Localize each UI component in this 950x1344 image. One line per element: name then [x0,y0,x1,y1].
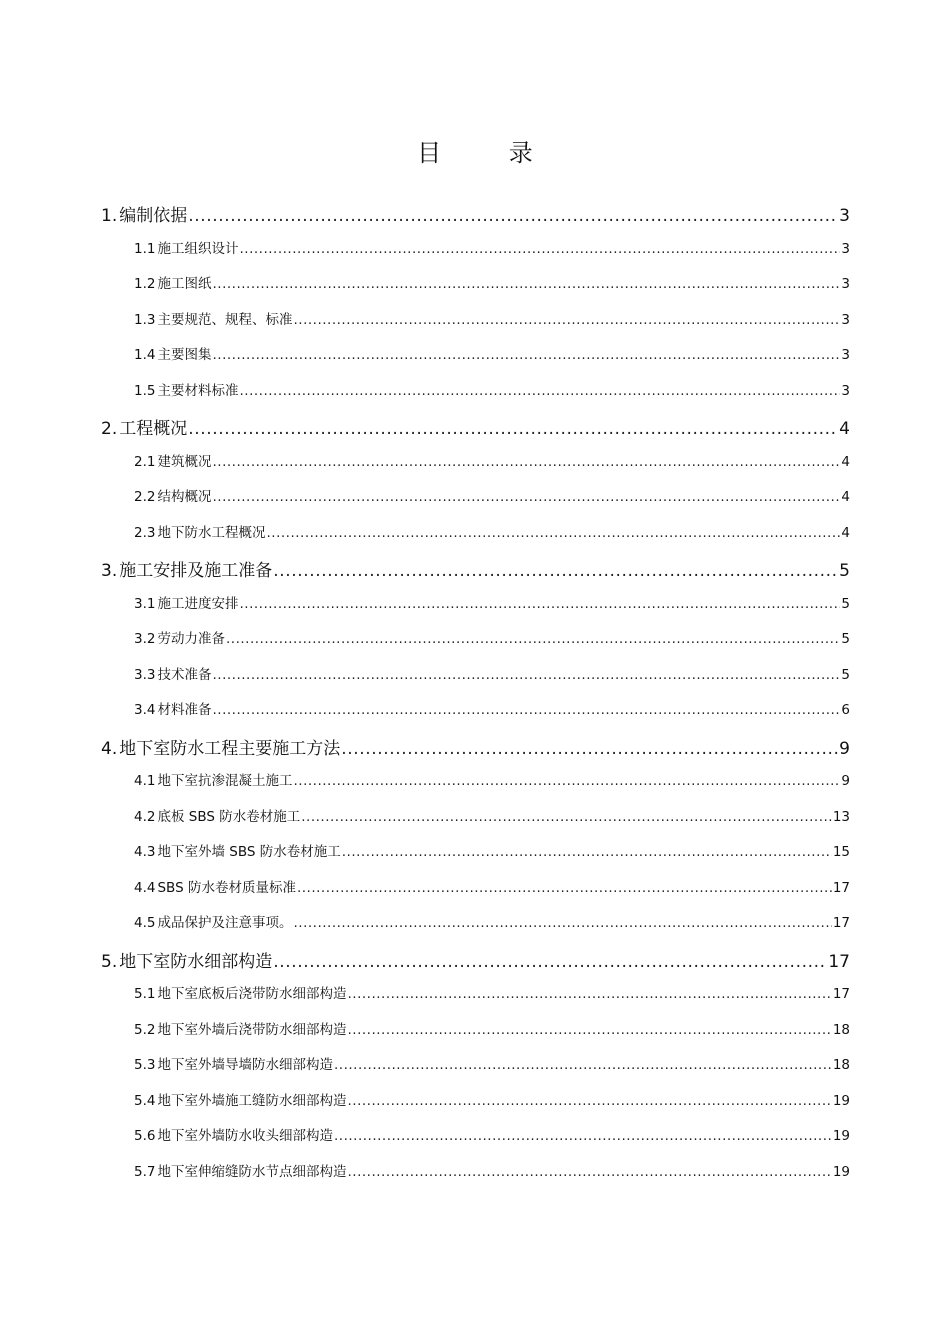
toc-page-number: 3 [841,276,850,292]
toc-entry-number: 4.3 [134,844,156,860]
toc-dot-leader [226,631,840,647]
toc-entry-title: 编制依据 [119,206,188,226]
toc-chapter-entry[interactable] [101,556,850,581]
toc-entry-title: 材料准备 [157,702,212,718]
toc-dot-leader [293,312,840,328]
toc-page-number: 19 [832,1092,850,1109]
toc-dot-leader [347,1022,831,1038]
toc-entry-number: 1. [101,206,118,226]
toc-entry-number: 5.6 [134,1128,156,1144]
page-title: 目 录 [417,139,563,167]
toc-page-number: 3 [839,206,850,226]
toc-page-number: 17 [832,986,850,1002]
toc-entry-number: 5.4 [134,1092,156,1109]
toc-entry-title: 主要图集 [157,347,212,363]
toc-dot-leader [188,206,838,226]
toc-page-number: 4 [841,524,850,541]
toc-page-number: 17 [832,879,850,896]
toc-dot-leader [212,347,840,363]
toc-page-number: 9 [841,773,850,789]
toc-dot-leader [212,702,840,718]
toc-page-number: 6 [841,702,850,718]
toc-dot-leader [212,489,840,505]
toc-dot-leader [347,986,831,1002]
toc-page-number: 18 [832,1021,850,1038]
toc-page-number: 3 [841,382,850,399]
toc-entry-number: 1.4 [134,347,156,363]
toc-entry-number: 5.3 [134,1057,156,1073]
toc-dot-leader [239,241,840,257]
toc-entry-number: 5. [101,951,118,972]
toc-section-entry[interactable] [134,521,850,541]
toc-section-entry[interactable] [134,911,850,931]
toc-entry-number: 2.2 [134,489,156,505]
toc-section-entry[interactable] [134,663,850,683]
toc-dot-leader [347,1164,831,1180]
toc-dot-leader [239,596,840,612]
toc-page-number: 5 [839,561,850,581]
toc-page-number: 9 [839,738,850,759]
toc-entry-title: 地下防水工程概况 [157,524,266,541]
toc-section-entry[interactable] [134,769,850,789]
toc-page-number: 17 [832,915,850,931]
toc-entry-title: 成品保护及注意事项。 [157,915,293,931]
toc-entry-title: 技术准备 [157,666,212,683]
toc-section-entry[interactable] [134,982,850,1002]
toc-entry-title: 地下室底板后浇带防水细部构造 [157,986,347,1002]
toc-entry-title: 地下室外墙施工缝防水细部构造 [157,1092,347,1109]
toc-entry-number: 3.2 [134,631,156,647]
toc-section-entry[interactable] [134,840,850,860]
toc-section-entry[interactable] [134,485,850,505]
toc-entry-title: 地下室外墙防水收头细部构造 [157,1128,333,1144]
toc-entry-number: 4.1 [134,773,156,789]
toc-section-entry[interactable] [134,379,850,399]
toc-section-entry[interactable] [134,1160,850,1180]
toc-dot-leader [273,561,838,581]
toc-page-number: 4 [841,453,850,470]
toc-entry-number: 5.1 [134,986,156,1002]
toc-section-entry[interactable] [134,876,850,896]
toc-section-entry[interactable] [134,308,850,328]
toc-dot-leader [342,844,832,860]
toc-entry-title: 地下室防水细部构造 [119,951,273,972]
toc-dot-leader [212,276,840,292]
toc-dot-leader [341,739,838,759]
toc-entry-title: 施工图纸 [157,276,212,292]
toc-entry-title: 工程概况 [119,419,188,439]
toc-entry-title: SBS 防水卷材质量标准 [157,879,296,896]
toc-dot-leader [239,383,840,399]
toc-section-entry[interactable] [134,592,850,612]
toc-entry-number: 1.5 [134,382,156,399]
toc-dot-leader [273,952,827,972]
toc-section-entry[interactable] [134,1089,850,1109]
toc-dot-leader [266,525,840,541]
toc-entry-number: 4.2 [134,808,156,825]
toc-dot-leader [188,419,838,439]
toc-entry-number: 3.3 [134,666,156,683]
toc-entry-title: 地下室伸缩缝防水节点细部构造 [157,1163,347,1180]
toc-entry-title: 地下室抗渗混凝土施工 [157,773,293,789]
toc-entry-number: 1.2 [134,276,156,292]
toc-entry-title: 施工组织设计 [157,240,239,257]
toc-entry-number: 1.1 [134,240,156,257]
toc-section-entry[interactable] [134,1124,850,1144]
toc-chapter-entry[interactable] [101,734,850,759]
toc-entry-title: 主要规范、规程、标准 [157,311,293,328]
toc-dot-leader [293,773,840,789]
toc-section-entry[interactable] [134,698,850,718]
toc-entry-number: 3. [101,561,118,581]
toc-entry-title: 施工进度安排 [157,595,239,612]
toc-page-number: 19 [832,1128,850,1144]
toc-entry-number: 3.1 [134,595,156,612]
toc-entry-number: 3.4 [134,702,156,718]
toc-section-entry[interactable] [134,272,850,292]
toc-page-number: 4 [841,489,850,505]
toc-chapter-entry[interactable] [101,947,850,972]
toc-dot-leader [297,880,832,896]
toc-entry-title: 结构概况 [157,489,212,505]
toc-section-entry[interactable] [134,343,850,363]
toc-entry-number: 5.2 [134,1021,156,1038]
toc-section-entry[interactable] [134,627,850,647]
toc-entry-title: 地下室防水工程主要施工方法 [119,738,341,759]
toc-entry-number: 4.5 [134,915,156,931]
toc-page-number: 3 [841,240,850,257]
toc-entry-number: 1.3 [134,311,156,328]
toc-dot-leader [301,809,832,825]
toc-entry-number: 5.7 [134,1163,156,1180]
toc-page-number: 13 [832,808,850,825]
toc-dot-leader [334,1128,832,1144]
toc-dot-leader [212,667,840,683]
toc-entry-title: 地下室外墙导墙防水细部构造 [157,1057,333,1073]
toc-chapter-entry[interactable] [101,414,850,439]
toc-page-number: 4 [839,419,850,439]
toc-entry-number: 4.4 [134,879,156,896]
toc-dot-leader [212,454,840,470]
toc-page-number: 15 [832,844,850,860]
toc-entry-number: 2. [101,419,118,439]
toc-section-entry[interactable] [134,237,850,257]
toc-entry-title: 地下室外墙后浇带防水细部构造 [157,1021,347,1038]
toc-section-entry[interactable] [134,1018,850,1038]
toc-entry-number: 4. [101,738,118,759]
toc-entry-title: 建筑概况 [157,453,212,470]
toc-page-number: 3 [841,347,850,363]
toc-dot-leader [334,1057,832,1073]
toc-section-entry[interactable] [134,450,850,470]
toc-dot-leader [293,915,831,931]
toc-section-entry[interactable] [134,805,850,825]
toc-entry-number: 2.1 [134,453,156,470]
toc-page-number: 5 [841,666,850,683]
toc-page-number: 5 [841,631,850,647]
toc-section-entry[interactable] [134,1053,850,1073]
toc-dot-leader [347,1093,831,1109]
toc-chapter-entry[interactable] [101,201,850,226]
toc-entry-title: 主要材料标准 [157,382,239,399]
toc-entry-title: 底板 SBS 防水卷材施工 [157,808,301,825]
toc-entry-title: 劳动力准备 [157,631,225,647]
toc-entry-title: 地下室外墙 SBS 防水卷材施工 [157,844,341,860]
toc-page-number: 5 [841,595,850,612]
toc-page-number: 19 [832,1163,850,1180]
toc-page-number: 3 [841,311,850,328]
toc-page-number: 18 [832,1057,850,1073]
toc-entry-title: 施工安排及施工准备 [119,561,273,581]
toc-page-number: 17 [828,951,850,972]
toc-entry-number: 2.3 [134,524,156,541]
